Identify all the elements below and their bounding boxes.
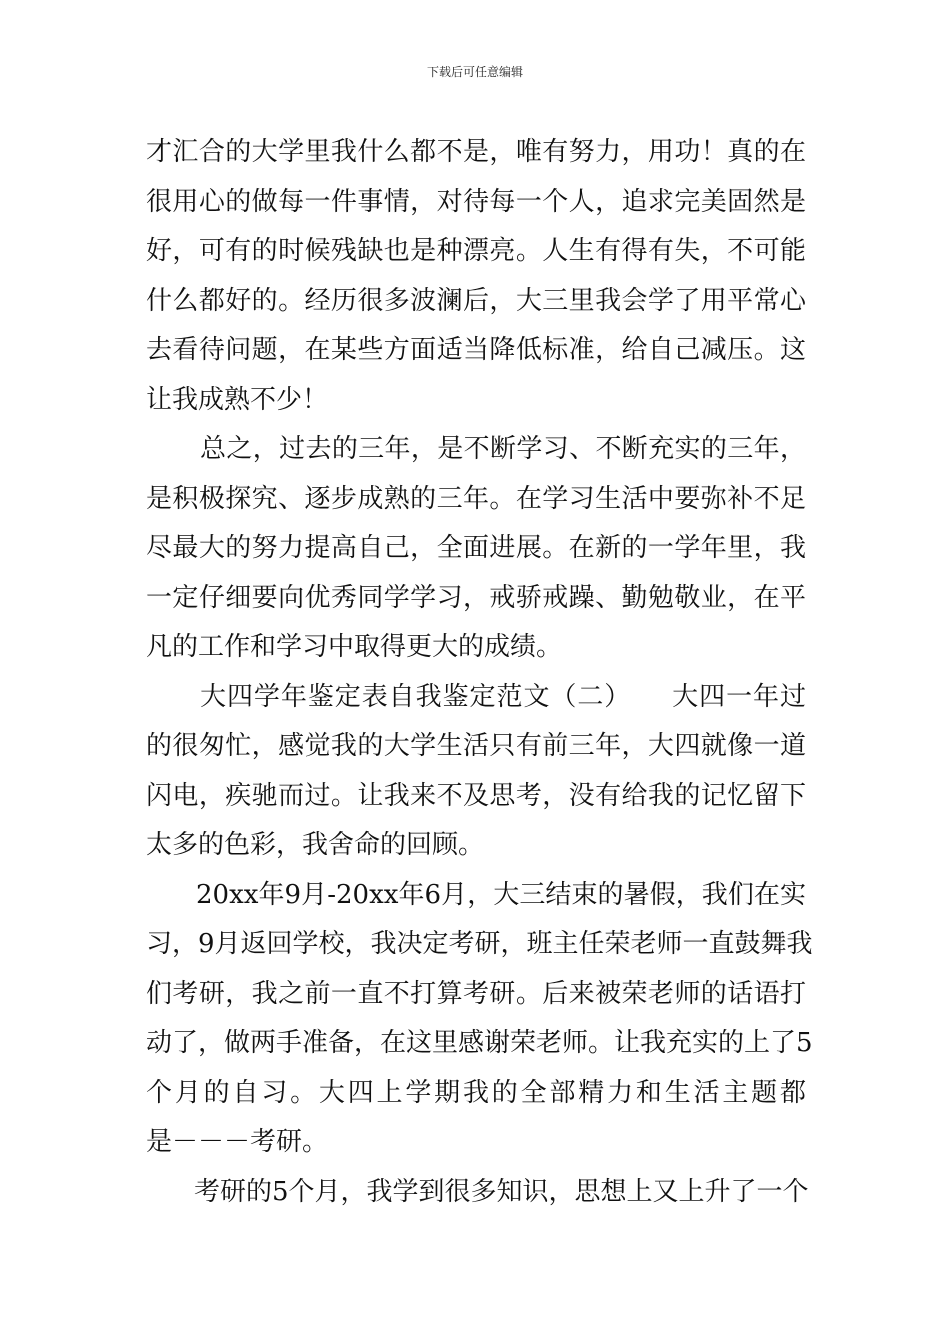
text-line: 好，可有的时候残缺也是种漂亮。人生有得有失，不可能 xyxy=(146,236,806,266)
document-body xyxy=(146,128,813,1217)
text-line: 才汇合的大学里我什么都不是，唯有努力，用功！真的在 xyxy=(146,137,806,167)
text-line: 们考研，我之前一直不打算考研。后来被荣老师的话语打 xyxy=(146,978,806,1009)
paragraph-first-line: 20xx年9月-20xx年6月，大三结束的暑假，我们在实 xyxy=(196,879,806,910)
text-line: 是积极探究、逐步成熟的三年。在学习生活中要弥补不足 xyxy=(146,483,806,514)
text-line: 闪电，疾驰而过。让我来不及思考，没有给我的记忆留下 xyxy=(146,780,806,811)
text-line: 尽最大的努力提高自己，全面进展。在新的一学年里，我 xyxy=(146,533,806,563)
text-line: 动了，做两手准备，在这里感谢荣老师。让我充实的上了5 xyxy=(146,1028,813,1058)
page-header: 下载后可任意编辑 xyxy=(426,65,523,79)
paragraph-first-line: 总之，过去的三年，是不断学习、不断充实的三年， xyxy=(200,434,806,464)
text-line: 是－－－考研。 xyxy=(146,1127,329,1157)
text-line: 太多的色彩，我舍命的回顾。 xyxy=(146,830,485,860)
text-line: 习，9月返回学校，我决定考研，班主任荣老师一直鼓舞我 xyxy=(146,929,813,959)
paragraph-first-line: 考研的5个月，我学到很多知识，思想上又上升了一个 xyxy=(194,1176,809,1207)
text-line: 个月的自习。大四上学期我的全部精力和生活主题都 xyxy=(146,1077,806,1108)
text-line: 让我成熟不少！ xyxy=(146,384,329,415)
text-line: 去看待问题，在某些方面适当降低标准，给自己减压。这 xyxy=(146,335,806,365)
text-line: 什么都好的。经历很多波澜后，大三里我会学了用平常心 xyxy=(146,285,806,316)
text-line: 凡的工作和学习中取得更大的成绩。 xyxy=(146,632,563,662)
text-line: 很用心的做每一件事情，对待每一个人，追求完美固然是 xyxy=(146,186,806,217)
text-line: 的很匆忙，感觉我的大学生活只有前三年，大四就像一道 xyxy=(146,731,806,761)
paragraph-first-line: 大四学年鉴定表自我鉴定范文（二） 大四一年过 xyxy=(200,681,806,712)
text-line: 一定仔细要向优秀同学学习，戒骄戒躁、勤勉敬业，在平 xyxy=(146,582,806,613)
